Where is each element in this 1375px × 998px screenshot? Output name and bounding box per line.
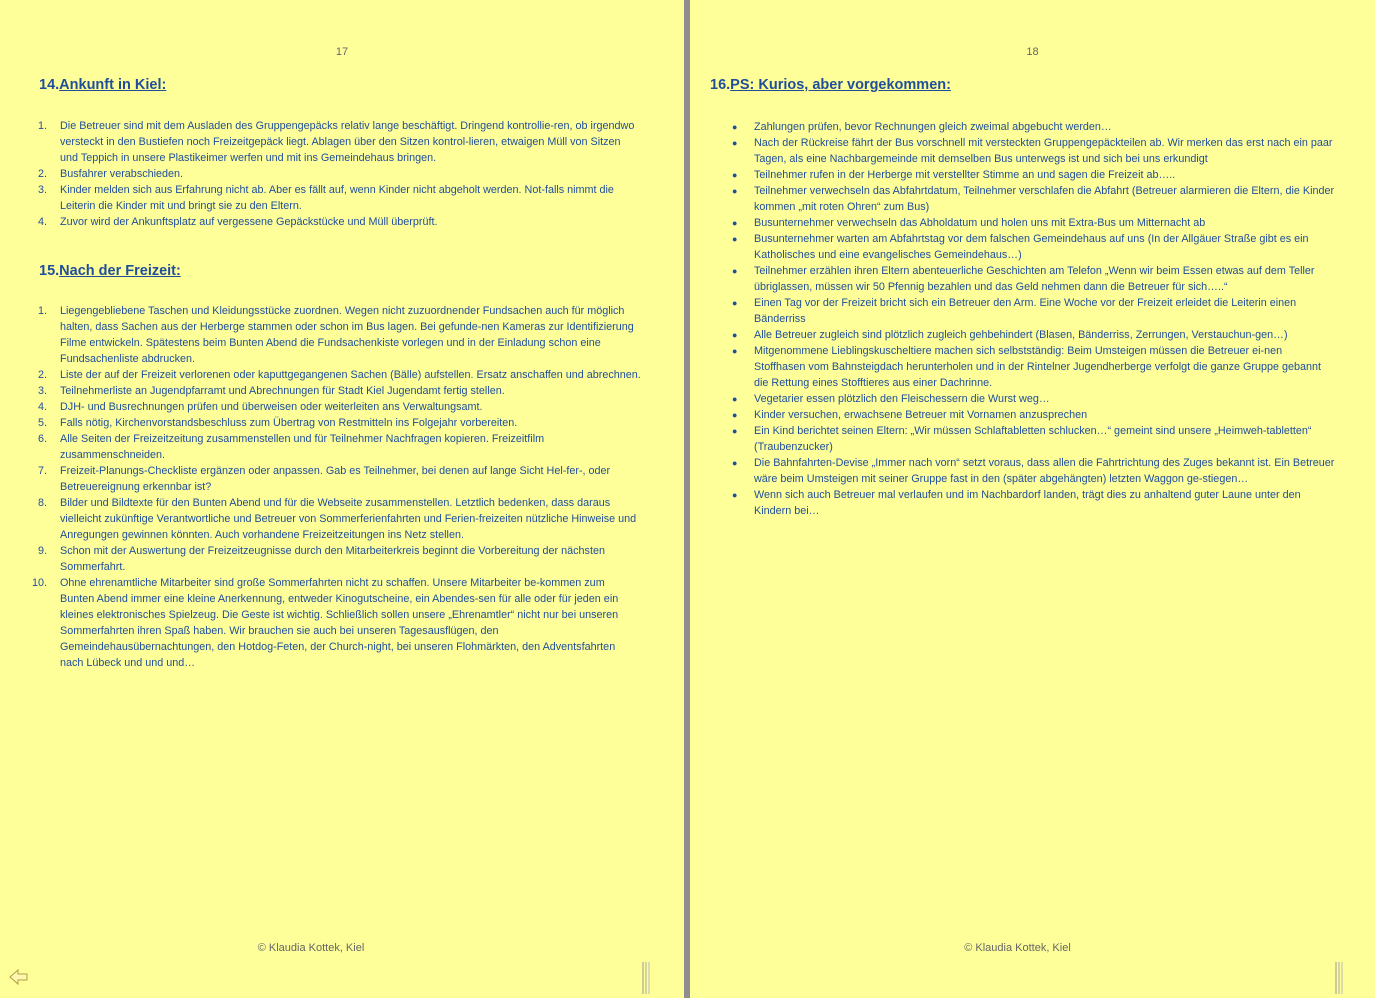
list-item	[710, 135, 1335, 167]
copyright-footer: © Klaudia Kottek, Kiel	[257, 942, 365, 954]
list-item	[710, 295, 1335, 327]
item-text: Kinder versuchen, erwachsene Betreuer mit Vornamen anzusprechen	[754, 409, 1088, 421]
item-marker: 9.	[38, 545, 48, 557]
arrival-list	[16, 118, 641, 230]
list-item	[16, 575, 641, 671]
list-item	[710, 407, 1335, 423]
page-number: 18	[1026, 46, 1039, 58]
bullet-icon: ●	[732, 218, 738, 228]
list-item	[16, 166, 641, 182]
list-item	[16, 214, 641, 230]
bullet-icon: ●	[732, 122, 738, 132]
bullet-icon: ●	[732, 170, 738, 180]
list-item	[16, 463, 641, 495]
item-text: Zahlungen prüfen, bevor Rechnungen gleich zweimal abgebucht werden…	[754, 121, 1112, 133]
list-item	[710, 119, 1335, 135]
item-text: Alle Seiten der Freizeitzeitung zusammenstellen und für Teilnehmer Nachfragen kopieren. Freizeitfilm zusammenschneiden.	[60, 433, 545, 461]
bullet-icon: ●	[732, 234, 738, 244]
item-text: Busunternehmer warten am Abfahrtstag vor dem falschen Gemeindehaus auf uns (In der Allgäuer Straße gibt es ein Katholisches und eine evangelisches Gemeindehaus…)	[754, 233, 1309, 261]
item-text: Teilnehmerliste an Jugendpfarramt und Abrechnungen für Stadt Kiel Jugendamt fertig stellen.	[60, 385, 505, 397]
section-heading: Ankunft in Kiel:	[59, 77, 167, 93]
list-item	[16, 495, 641, 543]
list-item	[16, 182, 641, 214]
page-17	[0, 0, 684, 998]
section-number: 15.	[39, 263, 60, 279]
item-text: Liegengebliebene Taschen und Kleidungsstücke zuordnen. Wegen nicht zuzuordnender Fundsachen auch für möglich halten, dass Sachen aus der Herberge stammen oder schon im Bus lagen. Bei gefunde-nen Kameras zur Identifizierung Filme entwickeln. Spätestens beim Bunten Abend die Fundsachenkiste vorlegen und in der Einladung schon eine Fundsachenliste abdrucken.	[60, 305, 634, 365]
item-text: Mitgenommene Lieblingskuscheltiere machen sich selbstständig: Beim Umsteigen müssen die Betreuer ei-nen Stoffhasen vom Bahnsteigdach herunterholen und in der Rintelner Jugendherberge verfolgt die ganze Gruppe gebannt die Rettung eines Stofftieres aus einer Dachrinne.	[754, 345, 1322, 389]
list-item	[710, 343, 1335, 391]
item-text: DJH- und Busrechnungen prüfen und überweisen oder weiterleiten ans Verwaltungsamt.	[60, 401, 483, 413]
item-text: Schon mit der Auswertung der Freizeitzeugnisse durch den Mitarbeiterkreis beginnt die Vorbereitung der nächsten Sommerfahrt.	[60, 545, 605, 573]
page-edge-icon	[1334, 962, 1346, 994]
item-text: Alle Betreuer zugleich sind plötzlich zugleich gehbehindert (Blasen, Bänderriss, Zerrungen, Verstauchun-gen…)	[754, 329, 1288, 341]
bullet-icon: ●	[732, 138, 738, 148]
section-heading: PS: Kurios, aber vorgekommen:	[730, 77, 951, 93]
list-item	[710, 263, 1335, 295]
item-marker: 4.	[38, 216, 48, 228]
item-text: Teilnehmer rufen in der Herberge mit verstellter Stimme an und sagen die Freizeit ab…..	[754, 169, 1176, 181]
bullet-icon: ●	[732, 266, 738, 276]
list-item	[16, 383, 641, 399]
bullet-icon: ●	[732, 394, 738, 404]
item-marker: 1.	[38, 120, 48, 132]
list-item	[710, 327, 1335, 343]
section-title-arrival	[39, 77, 166, 93]
page-18	[690, 0, 1375, 998]
item-text: Teilnehmer erzählen ihren Eltern abenteuerliche Geschichten am Telefon „Wenn wir beim Essen etwas auf dem Teller übriglassen, müssen wir 50 Pfennig bezahlen und das Geld nehmen dann die Betreuer für sich…..“	[754, 265, 1315, 293]
list-item	[710, 215, 1335, 231]
back-arrow-icon[interactable]	[8, 966, 30, 988]
item-text: Kinder melden sich aus Erfahrung nicht ab. Aber es fällt auf, wenn Kinder nicht abgeholt werden. Not-falls nimmt die Leiterin die Kinder mit und bringt sie zu den Eltern.	[60, 184, 614, 212]
list-item	[16, 303, 641, 367]
bullet-icon: ●	[732, 490, 738, 500]
list-item	[710, 391, 1335, 407]
after-list	[16, 303, 641, 671]
list-item	[16, 415, 641, 431]
list-item	[16, 431, 641, 463]
item-text: Zuvor wird der Ankunftsplatz auf vergessene Gepäckstücke und Müll überprüft.	[60, 216, 438, 228]
bullet-icon: ●	[732, 410, 738, 420]
item-text: Ein Kind berichtet seinen Eltern: „Wir müssen Schlaftabletten schlucken…“ gemeint sind unsere „Heimweh-tabletten“ (Traubenzucker)	[754, 425, 1312, 453]
bullet-icon: ●	[732, 346, 738, 356]
list-item	[710, 423, 1335, 455]
list-item	[710, 487, 1335, 519]
page-edge-icon	[641, 962, 653, 994]
item-text: Vegetarier essen plötzlich den Fleischessern die Wurst weg…	[754, 393, 1050, 405]
item-marker: 1.	[38, 305, 48, 317]
list-item	[16, 399, 641, 415]
list-item	[710, 183, 1335, 215]
list-item	[710, 167, 1335, 183]
bullet-icon: ●	[732, 186, 738, 196]
item-text: Busfahrer verabschieden.	[60, 168, 184, 180]
list-item	[710, 231, 1335, 263]
item-marker: 2.	[38, 369, 48, 381]
section-title-curiosities	[710, 77, 951, 93]
bullet-icon: ●	[732, 330, 738, 340]
item-marker: 6.	[38, 433, 48, 445]
section-number: 14.	[39, 77, 60, 93]
item-text: Einen Tag vor der Freizeit bricht sich ein Betreuer den Arm. Eine Woche vor der Freizeit erleidet die Leiterin einen Bänderriss	[754, 297, 1297, 325]
item-text: Busunternehmer verwechseln das Abholdatum und holen uns mit Extra-Bus um Mitternacht ab	[754, 217, 1206, 229]
item-marker: 4.	[38, 401, 48, 413]
item-text: Die Bahnfahrten-Devise „Immer nach vorn“ setzt voraus, dass allen die Fahrtrichtung des Zuges bekannt ist. Ein Betreuer wäre beim Umsteigen mit seiner Gruppe fast in den (später abgehängten) letzten Waggon ge-stiegen…	[754, 457, 1335, 485]
list-item	[16, 118, 641, 166]
list-item	[16, 543, 641, 575]
item-marker: 7.	[38, 465, 48, 477]
item-text: Bilder und Bildtexte für den Bunten Abend und für die Webseite zusammenstellen. Letztlich bedenken, dass daraus vielleicht zukünftige Verantwortliche und Betreuer von Sommerferienfahrten und Ferien-freizeiten nützliche Hinweise und Anregungen gewinnen könnten. Auch vorhandene Freizeitzeitungen ins Netz stellen.	[60, 497, 637, 541]
item-text: Falls nötig, Kirchenvorstandsbeschluss zum Übertrag von Restmitteln ins Folgejahr vorbereiten.	[60, 417, 518, 429]
bullet-icon: ●	[732, 298, 738, 308]
item-marker: 2.	[38, 168, 48, 180]
item-marker: 3.	[38, 385, 48, 397]
item-marker: 8.	[38, 497, 48, 509]
list-item	[710, 455, 1335, 487]
list-item	[16, 367, 641, 383]
item-text: Nach der Rückreise fährt der Bus vorschnell mit versteckten Gruppengepäckteilen ab. Wir merken das erst nach ein paar Tagen, als eine Nachbargemeinde mit demselben Bus unterwegs ist und sich bei uns erkundigt	[754, 137, 1333, 165]
bullet-icon: ●	[732, 426, 738, 436]
item-marker: 3.	[38, 184, 48, 196]
item-text: Freizeit-Planungs-Checkliste ergänzen oder anpassen. Gab es Teilnehmer, bei denen auf lange Sicht Hel-fer-, oder Betreuereignung erkennbar ist?	[60, 465, 611, 493]
item-marker: 10.	[32, 577, 48, 589]
item-text: Liste der auf der Freizeit verlorenen oder kaputtgegangenen Sachen (Bälle) aufstellen. Ersatz anschaffen und abrechnen.	[60, 369, 641, 381]
section-number: 16.	[710, 77, 731, 93]
curiosities-list	[710, 119, 1335, 519]
bullet-icon: ●	[732, 458, 738, 468]
item-text: Wenn sich auch Betreuer mal verlaufen und im Nachbardorf landen, trägt dies zu anhaltend guter Laune unter den Kindern bei…	[754, 489, 1301, 517]
item-text: Teilnehmer verwechseln das Abfahrtdatum, Teilnehmer verschlafen die Abfahrt (Betreuer alarmieren die Eltern, die Kinder kommen „mit roten Ohren“ zum Bus)	[754, 185, 1335, 213]
section-heading: Nach der Freizeit:	[59, 263, 181, 279]
page-number: 17	[335, 46, 349, 58]
item-text: Ohne ehrenamtliche Mitarbeiter sind große Sommerfahrten nicht zu schaffen. Unsere Mitarbeiter be-kommen zum Bunten Abend immer eine kleine Anerkennung, entweder Kinogutscheine, ein Abendes-sen für alle oder für jeden ein kleines elektronisches Spielzeug. Die Geste ist wichtig. Schließlich sollen unsere „Ehrenamtler“ nicht nur bei unseren Sommerfahrten ihren Spaß haben. Wir brauchen sie auch bei unseren Tagesausflügen, den Gemeindehausübernachtungen, den Hotdog-Feten, der Church-night, bei unseren Flohmärkten, den Adventsfahrten nach Lübeck und und und…	[60, 577, 619, 669]
item-text: Die Betreuer sind mit dem Ausladen des Gruppengepäcks relativ lange beschäftigt. Dringend kontrollie-ren, ob irgendwo versteckt in den Bustiefen noch Freizeitgepäck liegt. Ablagen über den Sitzen kontrol-lieren, etwaigen Müll von Sitzen und Teppich in unsere Plastikeimer werfen und mit ins Gemeindehaus bringen.	[60, 120, 635, 164]
copyright-footer: © Klaudia Kottek, Kiel	[964, 942, 1071, 954]
section-title-after	[39, 263, 181, 279]
item-marker: 5.	[38, 417, 48, 429]
